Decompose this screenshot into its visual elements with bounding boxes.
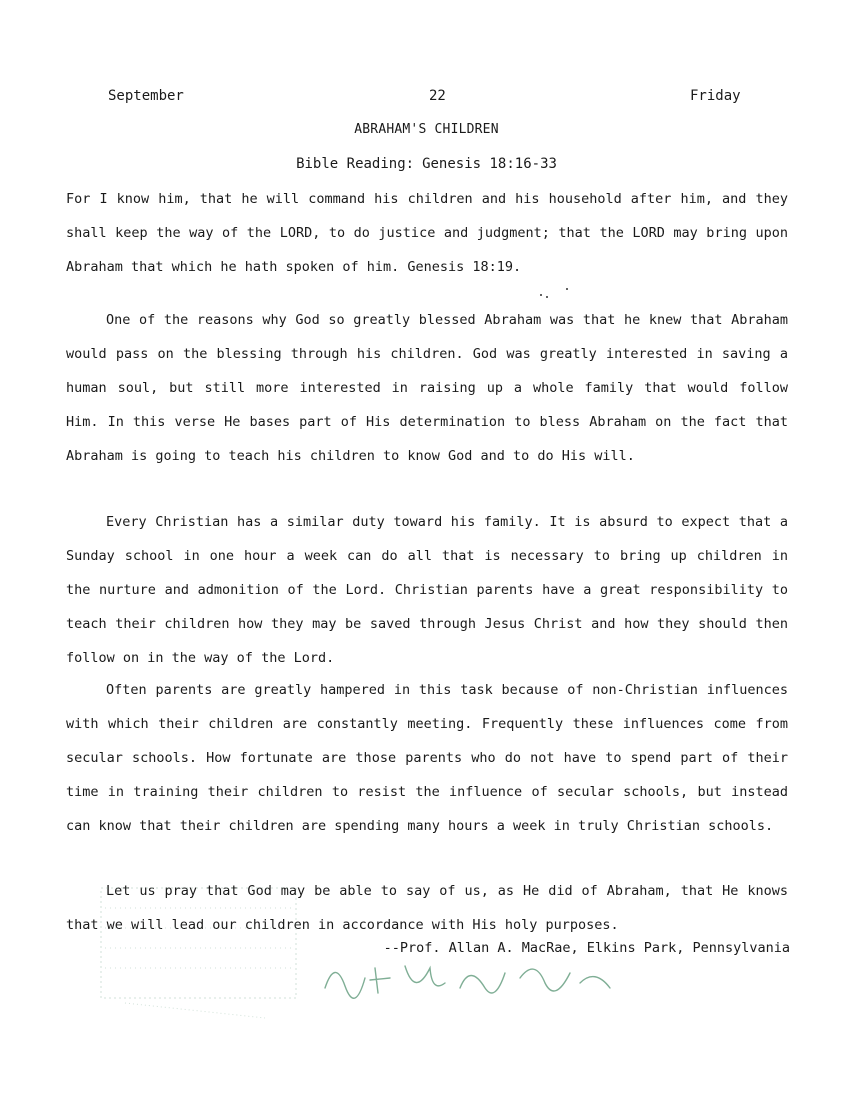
- paragraph-2: Every Christian has a similar duty toward his family. It is absurd to expect that a Sunday school in one hour a week can do all that is necessary to bring up children in the nurture and admonition of the Lord. Christian parents have a great responsibility to teach their children how they may be saved through Jesus Christ and how they should then follow on in the way of the Lord.: [66, 514, 788, 666]
- paragraph-1: One of the reasons why God so greatly blessed Abraham was that he knew that Abraham would pass on the blessing through his children. God was greatly interested in saving a human soul, but still more interested in raising up a whole family that would follow Him. In this verse He bases part of His determination to bless Abraham on the fact that Abraham is going to teach his children to know God and to do His will.: [66, 312, 788, 464]
- header-weekday: Friday: [690, 88, 741, 104]
- paragraph-3: Often parents are greatly hampered in this task because of non-Christian influences with which their children are constantly meeting. Frequently these influences come from secular schools. How fortunate are those parents who do not have to spend part of their time in training their children to resist the influence of secular schools, but instead can know that their children are spending many hours a week in truly Christian schools.: [66, 682, 788, 834]
- key-verse: For I know him, that he will command his children and his household after him, and they shall keep the way of the LORD, to do justice and judgment; that the LORD may bring upon Abraham that which he hath spoken of him. Genesis 18:19.: [66, 191, 788, 275]
- header-month: September: [108, 88, 184, 104]
- bible-reading-reference: Genesis 18:16-33: [422, 156, 557, 172]
- faded-stamp-smudge: [95, 878, 305, 1028]
- bible-reading: [0, 156, 853, 172]
- handwritten-signature-icon: [320, 948, 620, 1008]
- devotional-title: ABRAHAM'S CHILDREN: [354, 122, 499, 137]
- author-signature-line: --Prof. Allan A. MacRae, Elkins Park, Pennsylvania: [383, 940, 790, 956]
- page-header: [0, 88, 853, 110]
- bible-reading-label: Bible Reading:: [296, 156, 415, 172]
- paragraph-4: Let us pray that God may be able to say of us, as He did of Abraham, that He knows that we will lead our children in accordance with His holy purposes.: [66, 883, 788, 933]
- header-day-number: 22: [429, 88, 446, 104]
- scan-speck-marks: [537, 286, 577, 300]
